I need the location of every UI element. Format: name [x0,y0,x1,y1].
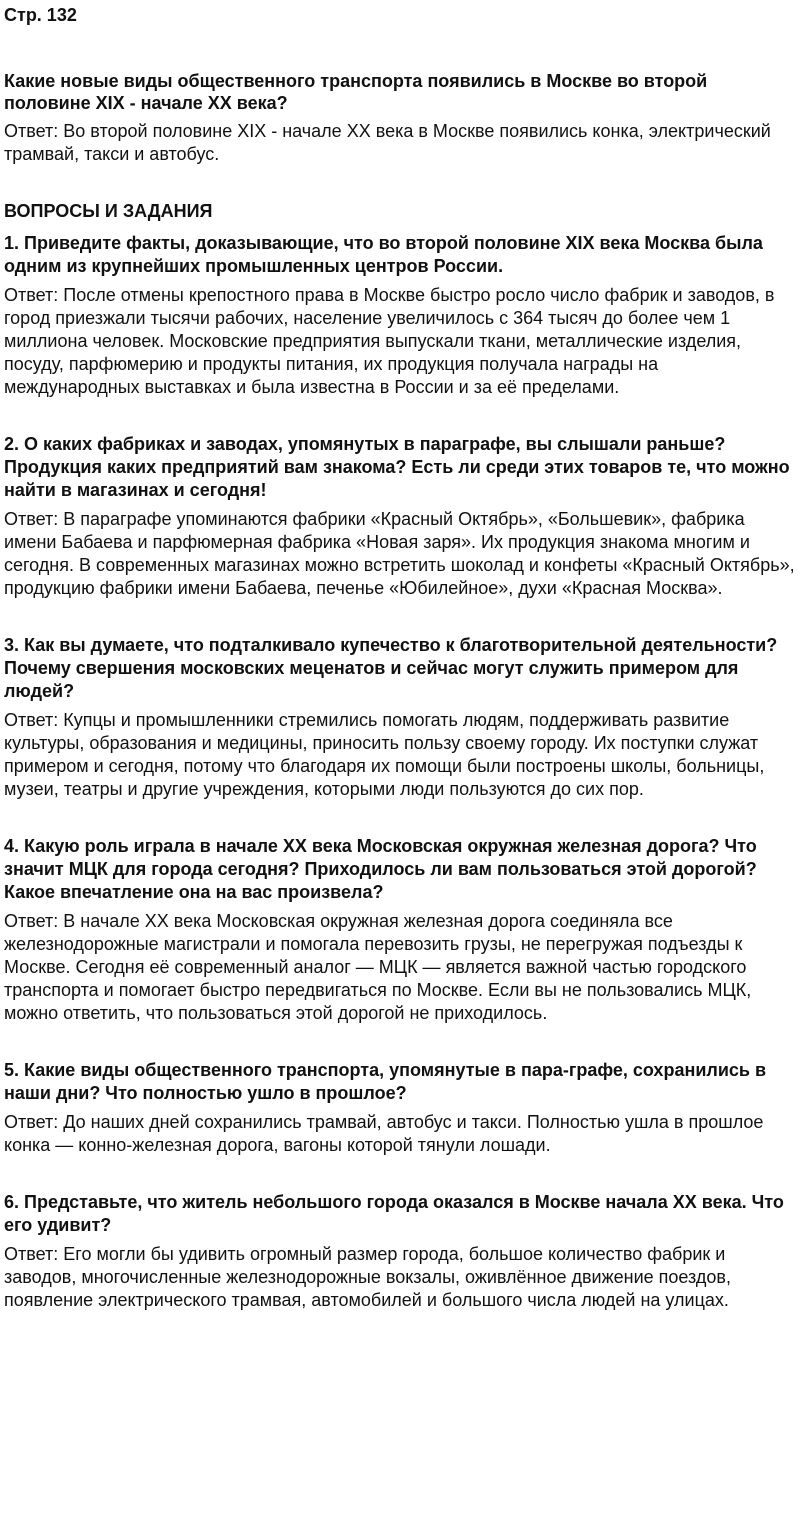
qa-item-6 [4,1191,796,1312]
intro-answer: Ответ: Во второй половине XIX - начале XX века в Москве появились конка, электрический трамвай, такси и автобус. [4,121,771,164]
answer-2: Ответ: В параграфе упоминаются фабрики «Красный Октябрь», «Большевик», фабрика имени Бабаева и парфюмерная фабрика «Новая заря». Их продукция знакома многим и сегодня. В современных магазинах можно встретить шоколад и конфеты «Красный Октябрь», продукцию фабрики имени Бабаева, печенье «Юбилейное», духи «Красная Москва». [4,509,795,598]
question-2: 2. О каких фабриках и заводах, упомянутых в параграфе, вы слышали раньше? Продукция каких предприятий вам знакома? Есть ли среди этих товаров те, что можно найти в магазинах и сегодня! [4,434,790,500]
question-1: 1. Приведите факты, доказывающие, что во второй половине XIX века Москва была одним из крупнейших промышленных центров России. [4,233,763,276]
answer-3: Ответ: Купцы и промышленники стремились помогать людям, поддерживать развитие культуры, образования и медицины, приносить пользу своему городу. Их поступки служат примером и сегодня, потому что благодаря их помощи были построены школы, больницы, музеи, театры и другие учреждения, которыми люди пользуются до сих пор. [4,710,765,799]
question-3: 3. Как вы думаете, что подталкивало купечество к благотворительной деятельности? Почему свершения московских меценатов и сейчас могут служить примером для людей? [4,635,778,701]
question-6: 6. Представьте, что житель небольшого города оказался в Москве начала XX века. Что его удивит? [4,1192,784,1235]
qa-item-3 [4,634,796,801]
intro-block [4,70,796,166]
answer-4: Ответ: В начале XX века Московская окружная железная дорога соединяла все железнодорожные магистрали и помогала перевозить грузы, не перегружая подъезды к Москве. Сегодня её современный аналог — МЦК — является важной частью городского транспорта и помогает быстро передвигаться по Москве. Если вы не пользовались МЦК, можно ответить, что пользоваться этой дорогой не приходилось. [4,911,752,1023]
qa-item-5 [4,1059,796,1157]
page-number: Стр. 132 [4,5,77,25]
qa-item-1 [4,232,796,399]
qa-item-4 [4,835,796,1025]
answer-5: Ответ: До наших дней сохранились трамвай, автобус и такси. Полностью ушла в прошлое конка — конно-железная дорога, вагоны которой тянули лошади. [4,1112,764,1155]
intro-question: Какие новые виды общественного транспорта появились в Москве во второй половине XIX - начале XX века? [4,71,708,113]
qa-item-2 [4,433,796,600]
question-4: 4. Какую роль играла в начале XX века Московская окружная железная дорога? Что значит МЦК для города сегодня? Приходилось ли вам пользоваться этой дорогой? Какое впечатление она на вас произвела? [4,836,757,902]
question-5: 5. Какие виды общественного транспорта, упомянутые в пара-графе, сохранились в наши дни? Что полностью ушло в прошлое? [4,1060,767,1103]
section-title: ВОПРОСЫ И ЗАДАНИЯ [4,201,213,221]
answer-6: Ответ: Его могли бы удивить огромный размер города, большое количество фабрик и заводов, многочисленные железнодорожные вокзалы, оживлённое движение поездов, появление электрического трамвая, автомобилей и большого числа людей на улицах. [4,1244,731,1310]
answer-1: Ответ: После отмены крепостного права в Москве быстро росло число фабрик и заводов, в город приезжали тысячи рабочих, население увеличилось с 364 тысяч до более чем 1 миллиона человек. Московские предприятия выпускали ткани, металлические изделия, посуду, парфюмерию и продукты питания, их продукция получала награды на международных выставках и была известна в России и за её пределами. [4,285,775,397]
